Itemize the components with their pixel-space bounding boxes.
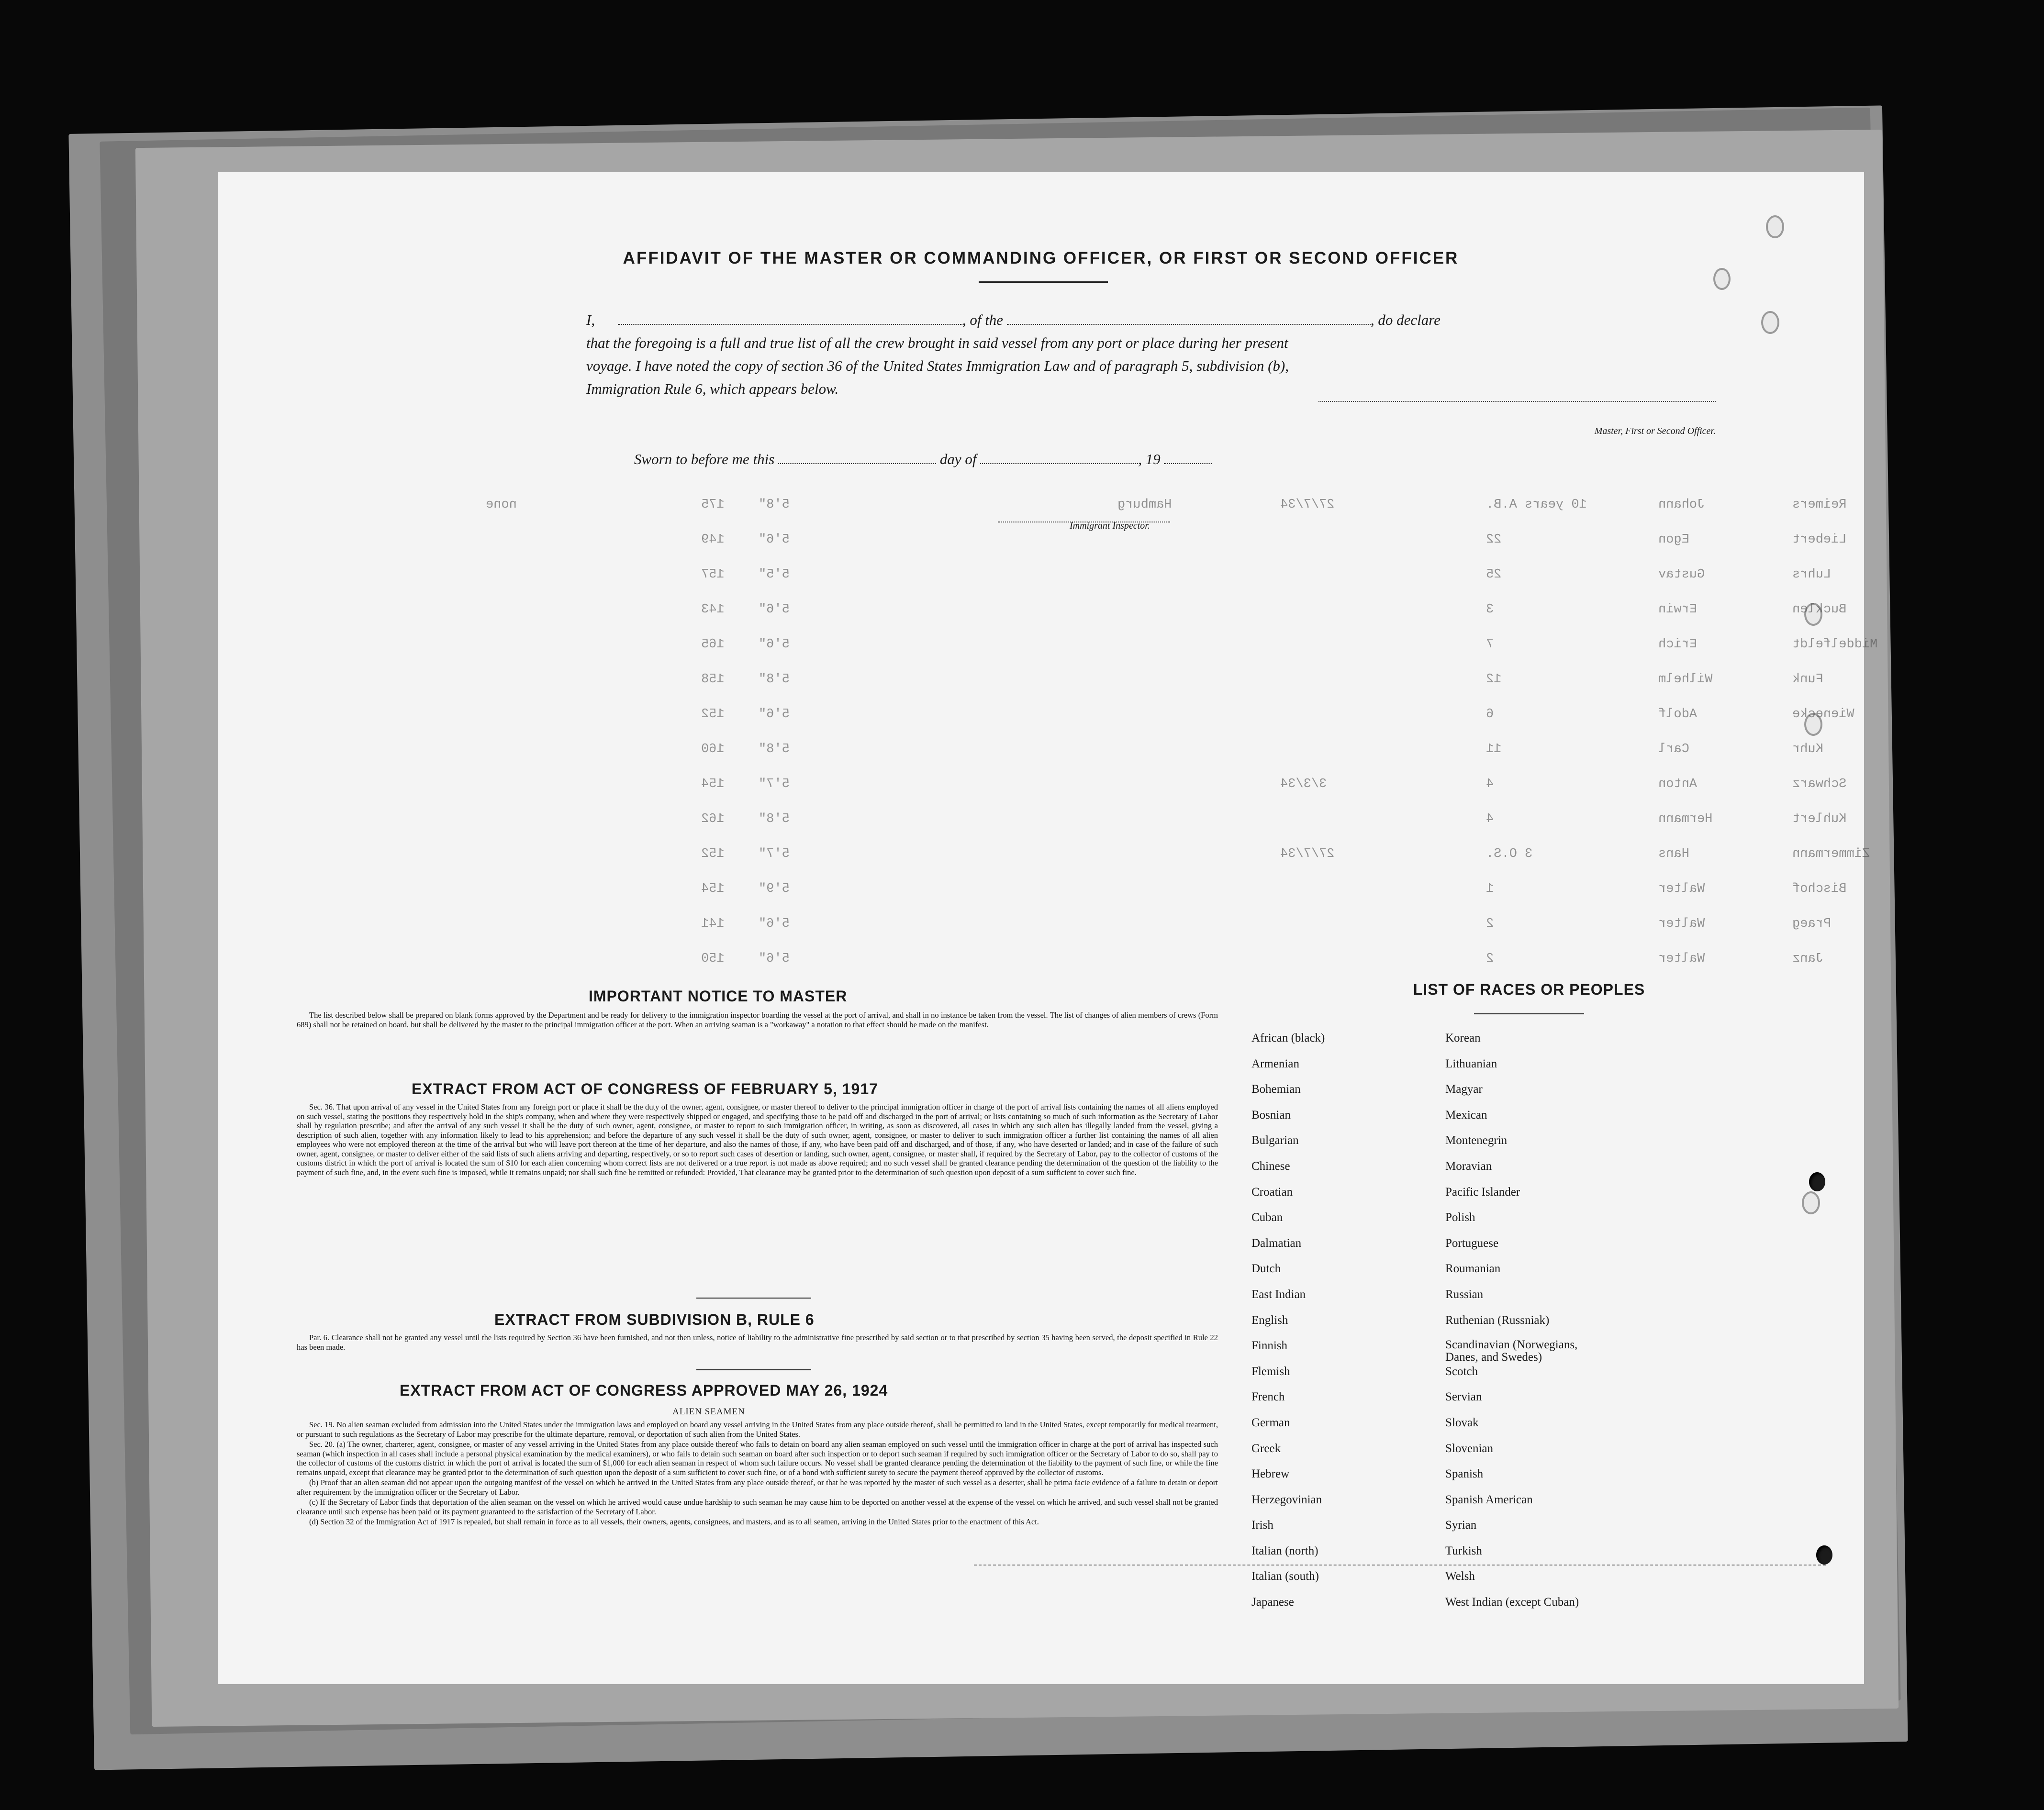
bleed-through-name: Walter — [1658, 917, 1705, 931]
bleed-through-surname: Reimers — [1792, 498, 1847, 512]
race-item: Polish — [1445, 1211, 1475, 1224]
bleed-through-height: 5'7" — [759, 777, 790, 791]
extract-rule6-title: EXTRACT FROM SUBDIVISION B, RULE 6 — [494, 1311, 815, 1328]
affidavit-of-the: , of the — [962, 311, 1004, 328]
extract-rule6-paragraph: Par. 6. Clearance shall not be granted any vessel until the lists required by Section 36 have been furnished, and not then unless, notice of liability to the administrative fine prescribed by said section or to that prescribed by section 35 having been served, the deposit specified in Rule 22 has been made. — [297, 1333, 1218, 1352]
bleed-through-height: 5'8" — [759, 812, 790, 826]
bleed-through-name: Wilhelm — [1658, 672, 1713, 687]
bleed-through-row — [476, 672, 1845, 691]
bleed-through-height: 5'8" — [759, 672, 790, 687]
bleed-through-name: Egon — [1658, 533, 1689, 547]
bleed-through-weight: 157 — [701, 567, 725, 582]
race-item: Scotch — [1445, 1365, 1478, 1378]
bottom-dashed-rule — [974, 1565, 1826, 1566]
extract-1917-title: EXTRACT FROM ACT OF CONGRESS OF FEBRUARY 5, 1917 — [412, 1080, 878, 1098]
bleed-through-row — [476, 742, 1845, 761]
extract-rule6-text — [297, 1333, 1218, 1353]
bleed-through-height: 5'6" — [759, 602, 790, 617]
bleed-through-surname: Kuhr — [1792, 742, 1823, 756]
bleed-through-weight: 141 — [701, 917, 725, 931]
race-item: Scandinavian (Norwegians, Danes, and Swedes) — [1445, 1338, 1578, 1364]
races-right-column — [1445, 1031, 1651, 1621]
race-item: Italian (north) — [1251, 1544, 1318, 1557]
affidavit-line-1 — [586, 309, 1725, 332]
bleed-through-age: 4 — [1486, 812, 1494, 826]
race-item: German — [1251, 1416, 1290, 1429]
bleed-through-weight: 158 — [701, 672, 725, 687]
races-title: LIST OF RACES OR PEOPLES — [1413, 981, 1645, 998]
race-item: Mexican — [1445, 1108, 1487, 1122]
race-item: Bosnian — [1251, 1108, 1291, 1122]
bleed-through-age: 2 — [1486, 917, 1494, 931]
race-item: Lithuanian — [1445, 1057, 1497, 1070]
declarant-name-field[interactable] — [618, 311, 962, 325]
bleed-through-age: 11 — [1486, 742, 1502, 756]
bleed-through-weight: 149 — [701, 533, 725, 547]
bleed-through-height: 5'5" — [759, 567, 790, 582]
punch-hole — [1761, 311, 1779, 334]
punch-hole — [1802, 1191, 1820, 1214]
bleed-through-surname: Zimmermann — [1792, 847, 1870, 861]
race-item: Servian — [1445, 1390, 1482, 1404]
bleed-through-surname: Bischof — [1792, 882, 1847, 896]
affidavit-title: AFFIDAVIT OF THE MASTER OR COMMANDING OFFICER, OR FIRST OR SECOND OFFICER — [623, 249, 1459, 267]
bleed-through-age: 3 O.S. — [1486, 847, 1533, 861]
race-item: West Indian (except Cuban) — [1445, 1596, 1579, 1609]
race-item: Spanish — [1445, 1467, 1484, 1481]
signature-field[interactable] — [1318, 401, 1716, 402]
race-item: Ruthenian (Russniak) — [1445, 1313, 1550, 1327]
race-item: Finnish — [1251, 1339, 1288, 1353]
race-item: Bohemian — [1251, 1083, 1301, 1096]
bleed-through-name: Johann — [1658, 498, 1705, 512]
bleed-through-weight: 143 — [701, 602, 725, 617]
bleed-through-age: 25 — [1486, 567, 1502, 582]
sworn-statement — [634, 450, 1212, 468]
bleed-through-weight: 150 — [701, 952, 725, 966]
bleed-through-age: 3 — [1486, 602, 1494, 617]
bleed-through-row — [476, 533, 1845, 552]
bleed-through-row — [476, 602, 1845, 622]
bleed-through-name: Erwin — [1658, 602, 1698, 617]
bleed-through-date: 27/7/34 — [1280, 498, 1335, 512]
bleed-through-height: 5'6" — [759, 637, 790, 652]
race-item: Japanese — [1251, 1596, 1294, 1609]
race-item: Greek — [1251, 1442, 1281, 1455]
race-item: Syrian — [1445, 1519, 1477, 1532]
bleed-through-height: 5'6" — [759, 707, 790, 722]
bleed-through-surname: Janz — [1792, 952, 1823, 966]
race-item: Moravian — [1445, 1159, 1492, 1173]
punch-hole — [1713, 268, 1731, 290]
race-item: Portuguese — [1445, 1236, 1499, 1250]
extract-1924-paragraph: (c) If the Secretary of Labor finds that deportation of the alien seaman on the vessel on which he arrived would cause undue hardship to such seaman he may cause him to be deported on another vessel at the expense of the vessel on which he arrived, and such vessel shall not be granted clearance until such expense has been paid or its payment guaranteed to the satisfaction of the Secretary of Labor. — [297, 1498, 1218, 1516]
bleed-through-height: 5'6" — [759, 917, 790, 931]
bleed-through-name: Walter — [1658, 952, 1705, 966]
bleed-through-place: Hamburg — [1117, 498, 1172, 512]
bleed-through-row — [476, 707, 1854, 726]
race-item: Magyar — [1445, 1083, 1483, 1096]
bleed-through-age: 1 — [1486, 882, 1494, 896]
bleed-through-name: Adolf — [1658, 707, 1698, 722]
bleed-through-age: 7 — [1486, 637, 1494, 652]
extract-1917-text — [297, 1102, 1218, 1178]
manifest-page — [218, 172, 1878, 1684]
bleed-through-surname: Schwarz — [1792, 777, 1847, 791]
race-item: Montenegrin — [1445, 1134, 1508, 1147]
race-item: Cuban — [1251, 1211, 1283, 1224]
bleed-through-height: 5'6" — [759, 533, 790, 547]
race-item: Slovak — [1445, 1416, 1479, 1429]
bleed-through-height: 5'7" — [759, 847, 790, 861]
bleed-through-name: Hermann — [1658, 812, 1713, 826]
bleed-through-mark: none — [486, 498, 517, 512]
punch-hole — [1816, 1545, 1832, 1565]
bleed-through-row — [476, 777, 1845, 796]
bleed-through-name: Erich — [1658, 637, 1698, 652]
notice-title: IMPORTANT NOTICE TO MASTER — [589, 988, 848, 1005]
bleed-through-surname: Liebert — [1792, 533, 1847, 547]
bleed-through-surname: Funk — [1792, 672, 1823, 687]
extract-1924-paragraph: (b) Proof that an alien seaman did not appear upon the outgoing manifest of the vessel on which he arrived in the United States from any place outside thereof, or that he was reported by the master of such vessel as a deserter, shall be prima facie evidence of a failure to detain or deport after requirement by the immigration officer or the Secretary of Labor. — [297, 1478, 1218, 1497]
bleed-through-surname: Middelfeldt — [1792, 637, 1878, 652]
bleed-through-age: 12 — [1486, 672, 1502, 687]
races-title-rule — [1474, 1013, 1584, 1014]
race-item: Dalmatian — [1251, 1236, 1302, 1250]
bleed-through-weight: 154 — [701, 882, 725, 896]
bleed-through-row — [476, 882, 1845, 901]
bleed-through-weight: 175 — [701, 498, 725, 512]
race-item: Pacific Islander — [1445, 1185, 1520, 1199]
bleed-through-age: 2 — [1486, 952, 1494, 966]
affidavit-text — [586, 309, 1725, 400]
bleed-through-age: 22 — [1486, 533, 1502, 547]
bleed-through-weight: 152 — [701, 847, 725, 861]
race-item: Bulgarian — [1251, 1134, 1299, 1147]
bleed-through-age: 10 years A.B. — [1486, 498, 1587, 512]
sworn-year-field[interactable] — [1164, 450, 1212, 464]
divider-rule — [696, 1369, 811, 1370]
bleed-through-height: 5'9" — [759, 882, 790, 896]
bleed-through-date: 3/3/34 — [1280, 777, 1327, 791]
bleed-through-row — [476, 952, 1845, 971]
race-item: Chinese — [1251, 1159, 1290, 1173]
inspector-label: Immigrant Inspector. — [1070, 521, 1150, 531]
bleed-through-date: 27/7/34 — [1280, 847, 1335, 861]
race-item: Russian — [1445, 1288, 1484, 1301]
signature-label: Master, First or Second Officer. — [1594, 426, 1716, 436]
extract-1924-paragraph: (d) Section 32 of the Immigration Act of 1917 is repealed, but shall remain in force as to all vessels, their owners, agents, consignees, and masters, and as to all seamen, arriving in the United States prior to the enactment of this Act. — [309, 1517, 1039, 1526]
bleed-through-weight: 165 — [701, 637, 725, 652]
bleed-through-name: Gustav — [1658, 567, 1705, 582]
sworn-day-field[interactable] — [778, 450, 936, 464]
bleed-through-surname: Bucklen — [1792, 602, 1847, 617]
affidavit-pronoun: I, — [586, 311, 595, 328]
title-rule — [979, 281, 1108, 283]
sworn-day-of: day of — [939, 451, 977, 467]
bleed-through-age: 6 — [1486, 707, 1494, 722]
alien-seamen-subtitle: ALIEN SEAMEN — [672, 1407, 745, 1417]
races-left-column — [1251, 1031, 1443, 1621]
race-item: English — [1251, 1313, 1288, 1327]
bleed-through-row — [476, 917, 1845, 936]
race-item: Italian (south) — [1251, 1570, 1319, 1583]
bleed-through-surname: Luhrs — [1792, 567, 1832, 582]
bleed-through-row — [476, 498, 1845, 517]
bleed-through-row — [476, 847, 1870, 866]
race-item: Roumanian — [1445, 1262, 1501, 1276]
divider-rule — [696, 1298, 811, 1299]
race-item: Turkish — [1445, 1544, 1482, 1557]
race-item: Hebrew — [1251, 1467, 1290, 1481]
bleed-through-row — [476, 567, 1845, 587]
bleed-through-name: Hans — [1658, 847, 1689, 861]
bleed-through-surname: Kuhlert — [1792, 812, 1847, 826]
bleed-through-row — [476, 637, 1878, 656]
affidavit-line-4: Immigration Rule 6, which appears below. — [586, 380, 839, 397]
race-item: East Indian — [1251, 1288, 1306, 1301]
notice-paragraph: The list described below shall be prepared on blank forms approved by the Department and be ready for delivery to the immigration inspector boarding the vessel at the port of arrival, and shall in no instance be taken from the vessel. The list of changes of alien members of crews (Form 689) shall not be retained on board, but shall be delivered by the master to the principal immigration officer at the port. When an arriving seaman is a "workaway" a notation to that effect should be made on the manifest. — [297, 1010, 1218, 1029]
race-item: Irish — [1251, 1519, 1273, 1532]
punch-hole — [1766, 215, 1784, 238]
race-item: Herzegovinian — [1251, 1493, 1322, 1506]
bleed-through-name: Walter — [1658, 882, 1705, 896]
vessel-name-field[interactable] — [1007, 311, 1371, 325]
notice-text — [297, 1010, 1218, 1030]
race-item: Spanish American — [1445, 1493, 1533, 1506]
affidavit-line-3: voyage. I have noted the copy of section 36 of the United States Immigration Law and of paragraph 5, subdivision (b), — [586, 357, 1289, 374]
affidavit-line-2: that the foregoing is a full and true list of all the crew brought in said vessel from any port or place during her present — [586, 334, 1288, 351]
bleed-through-weight: 162 — [701, 812, 725, 826]
race-item: Flemish — [1251, 1365, 1290, 1378]
punch-hole — [1804, 713, 1822, 736]
punch-hole — [1804, 603, 1822, 626]
bleed-through-name: Anton — [1658, 777, 1698, 791]
bleed-through-name: Carl — [1658, 742, 1689, 756]
sworn-month-field[interactable] — [980, 450, 1138, 464]
race-item: Welsh — [1445, 1570, 1475, 1583]
bleed-through-weight: 154 — [701, 777, 725, 791]
race-item: Slovenian — [1445, 1442, 1493, 1455]
sworn-prefix: Sworn to before me this — [634, 451, 775, 467]
extract-1924-paragraph: Sec. 19. No alien seaman excluded from admission into the United States under the immigration laws and employed on board any vessel arriving in the United States from any place outside thereof, shall be permitted to land in the United States, except temporarily for medical treatment, or pursuant to such regulations as the Secretary of Labor may prescribe for the ultimate departure, removal, or deportation of such alien from the United States. — [297, 1420, 1218, 1439]
sworn-year-prefix: , 19 — [1138, 451, 1161, 467]
bleed-through-surname: Praeg — [1792, 917, 1832, 931]
bleed-through-surname: Wienecke — [1792, 707, 1854, 722]
extract-1924-title: EXTRACT FROM ACT OF CONGRESS APPROVED MAY 26, 1924 — [400, 1382, 888, 1399]
extract-1924-paragraph: Sec. 20. (a) The owner, charterer, agent, consignee, or master of any vessel arriving in the United States from any place outside thereof who fails to detain on board any alien seaman employed on such vessel until the immigration officer in charge at the port of arrival has inspected such seaman (which inspection in all cases shall include a personal physical examination by the medical examiners), or who fails to detain such seaman on board after such inspection or to deport such seaman if required by such immigration officer or the Secretary of Labor to do so, shall pay to the collector of customs of the customs district in which the port of arrival is located the sum of $1,000 for each alien seaman in respect of whom such failure occurs. No vessel shall be granted clearance pending the determination of the liability to the payment of such fine, or while the fine remains unpaid, except that clearance may be granted prior to the determination of such question upon the deposit of a sum sufficient to cover such fine, or of a bond with sufficient surety to secure the payment thereof approved by the collector of customs. — [297, 1440, 1218, 1477]
bleed-through-weight: 152 — [701, 707, 725, 722]
race-item: Korean — [1445, 1032, 1481, 1044]
race-item: Dutch — [1251, 1262, 1281, 1276]
bleed-through-weight: 160 — [701, 742, 725, 756]
bleed-through-age: 4 — [1486, 777, 1494, 791]
bleed-through-height: 5'8" — [759, 498, 790, 512]
bleed-through-row — [476, 812, 1845, 831]
race-item: Croatian — [1251, 1185, 1293, 1199]
race-item: African (black) — [1251, 1032, 1325, 1044]
race-item: Armenian — [1251, 1057, 1299, 1070]
extract-1924-text — [297, 1420, 1218, 1528]
race-item: French — [1251, 1390, 1285, 1404]
bleed-through-height: 5'8" — [759, 742, 790, 756]
bleed-through-height: 5'6" — [759, 952, 790, 966]
punch-hole — [1809, 1172, 1825, 1191]
extract-1917-paragraph: Sec. 36. That upon arrival of any vessel in the United States from any foreign port or place it shall be the duty of the owner, agent, consignee, or master thereof to deliver to the principal immigration officer in charge of the port of arrival lists containing the names of all aliens employed on such vessel, stating the positions they respectively hold in the ship's company, when and where they were respectively shipped or engaged, and specifying those to be paid off and discharged in the port of arrival; or lists containing so much of such information as the Secretary of Labor shall by regulation prescribe; and after the arrival of any such vessel it shall be the duty of such owner, agent, consignee, or master to report to such immigration officer, in writing, as soon as discovered, all cases in which any such alien has illegally landed from the vessel, giving a description of such alien, together with any information likely to lead to his apprehension; and before the departure of any such vessel it shall be the duty of such owner, agent, consignee, or master to deliver to such immigration officer a further list containing the names of all alien employees who were not employed thereon at the time of the arrival but who will leave port thereon at the time of her departure, and also the names of those, if any, who have been paid off and discharged, and of those, if any, who have deserted or landed; and in case of the failure of such owner, agent, consignee, or master to deliver either of the said lists of such aliens arriving and departing, respectively, or so to report such cases of desertion or landing, such owner, agent, consignee, or master shall, if required by the Secretary of Labor, pay to the collector of customs of the customs district in which the port of arrival is located the sum of $10 for each alien concerning whom correct lists are not delivered or a true report is not made as above required; and no such vessel shall be granted clearance pending the determination of the question of the liability to the payment of such fine, and, in the event such fine is imposed, while it remains unpaid; nor shall such fine be remitted or refunded: Provided, That clearance may be granted prior to the determination of such question upon deposit of a sum sufficient to cover such fine. — [297, 1102, 1218, 1177]
affidavit-do-declare: , do declare — [1370, 311, 1441, 328]
